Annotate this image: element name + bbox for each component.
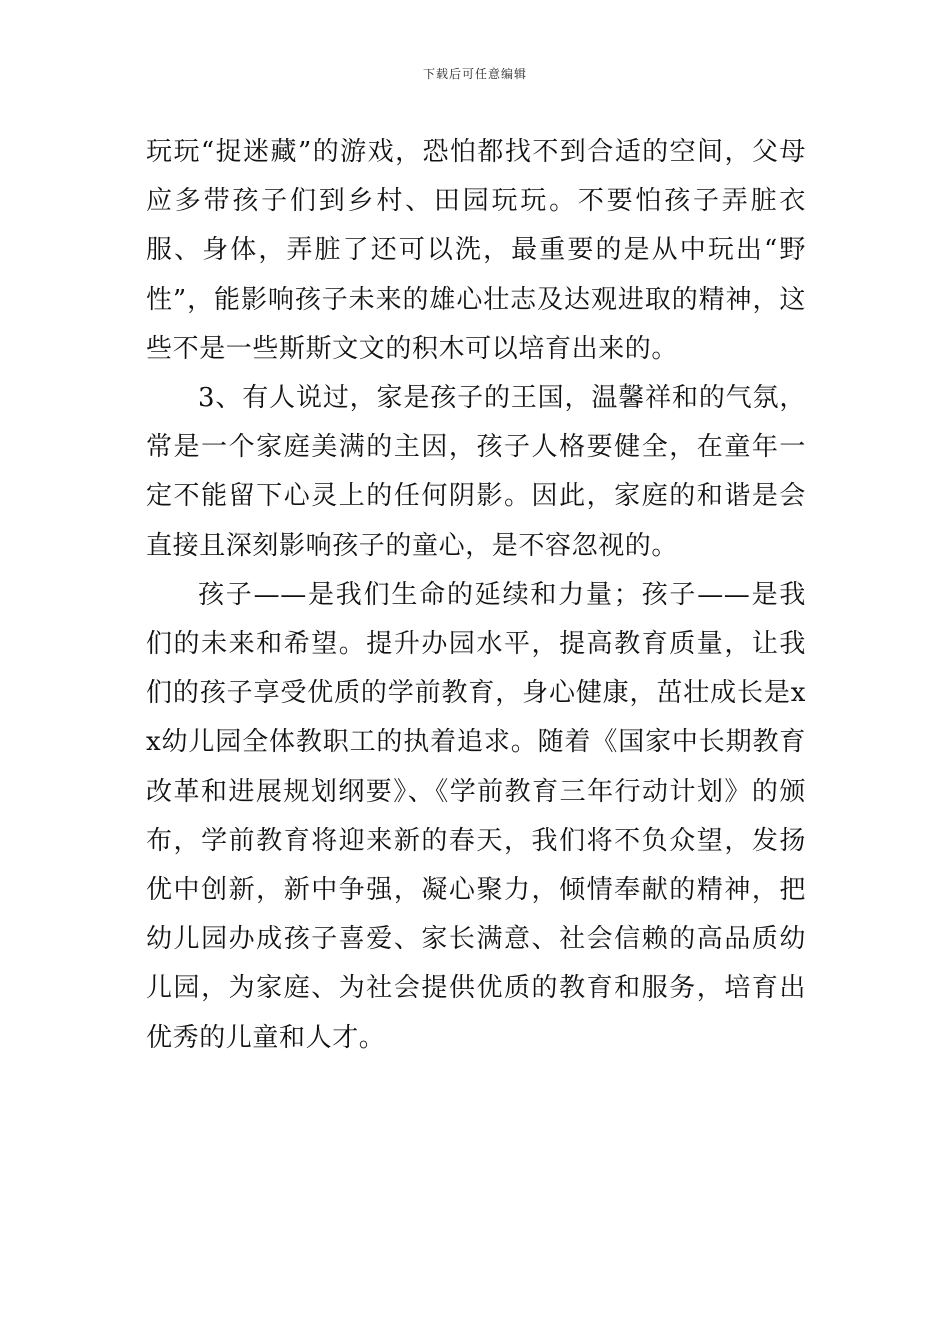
paragraph-1: 玩玩“捉迷藏”的游戏，恐怕都找不到合适的空间，父母应多带孩子们到乡村、田园玩玩。不要怕孩子弄脏衣服、身体，弄脏了还可以洗，最重要的是从中玩出“野性”，能影响孩子未来的雄心壮志及达观进取的精神，这些不是一些斯斯文文的积木可以培育出来的。	[146, 137, 806, 364]
document-body	[146, 128, 806, 1063]
paragraph-2: 3、有人说过，家是孩子的王国，温馨祥和的气氛，常是一个家庭美满的主因，孩子人格要健全，在童年一定不能留下心灵上的任何阴影。因此，家庭的和谐是会直接且深刻影响孩子的童心，是不容忽视的。	[146, 383, 806, 561]
paragraph-3: 孩子——是我们生命的延续和力量；孩子——是我们的未来和希望。提升办园水平，提高教育质量，让我们的孩子享受优质的学前教育，身心健康，茁壮成长是xx幼儿园全体教职工的执着追求。随着《国家中长期教育改革和进展规划纲要》、《学前教育三年行动计划》的颁布，学前教育将迎来新的春天，我们将不负众望，发扬优中创新，新中争强，凝心聚力，倾情奉献的精神，把幼儿园办成孩子喜爱、家长满意、社会信赖的高品质幼儿园，为家庭、为社会提供优质的教育和服务，培育出优秀的儿童和人才。	[146, 579, 806, 1053]
page-header: 下载后可任意编辑	[422, 67, 527, 81]
